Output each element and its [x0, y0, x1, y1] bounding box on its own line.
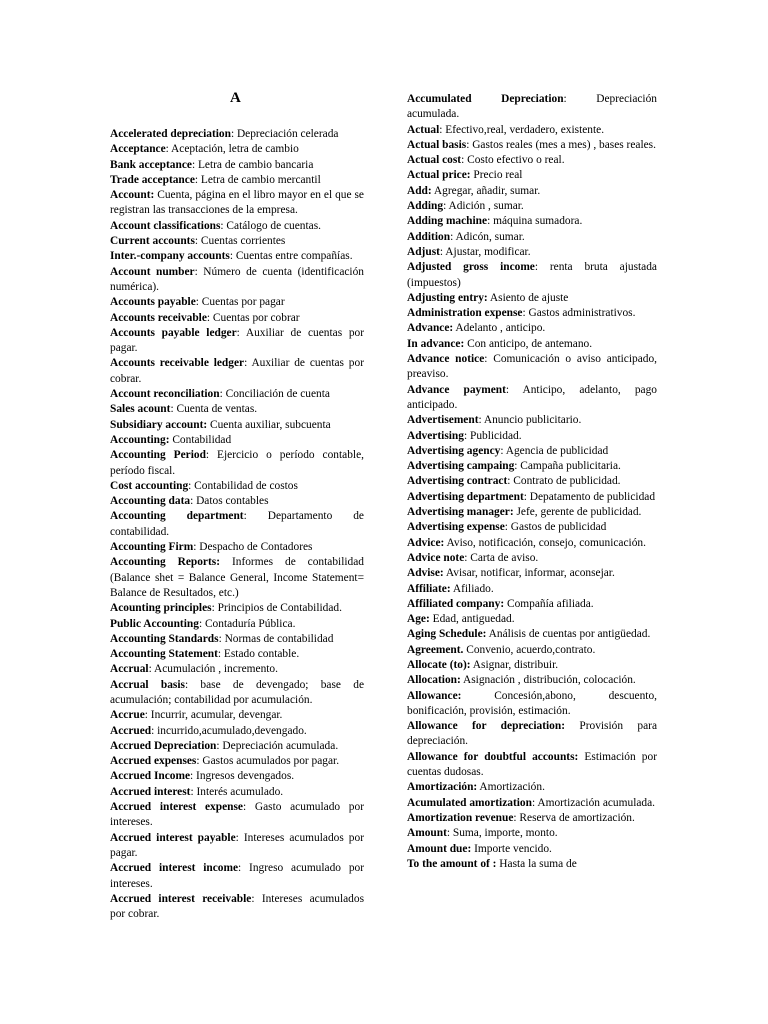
- glossary-entry: [407, 597, 657, 612]
- entry-term: Accelerated depreciation: [110, 128, 231, 140]
- entry-definition: : Acumulación , incremento.: [148, 663, 278, 676]
- entry-term: Advertising campaing: [407, 460, 515, 473]
- entry-term: Agreement.: [407, 643, 464, 656]
- entry-term: Accounting Period: [110, 449, 206, 462]
- entry-term: Accounting Standards: [110, 632, 219, 645]
- glossary-entry: [110, 724, 364, 739]
- glossary-entry: [110, 234, 364, 249]
- entry-term: Account reconciliation: [110, 388, 220, 401]
- entry-term: Advise:: [407, 567, 444, 580]
- glossary-entry: [110, 356, 364, 387]
- glossary-entry: [407, 92, 657, 123]
- entry-term: Accounting department: [110, 510, 244, 523]
- entry-term: Accrued Depreciation: [110, 739, 217, 752]
- glossary-entry: [110, 617, 364, 632]
- entry-definition: Precio real: [470, 169, 523, 182]
- glossary-entry: [110, 601, 364, 616]
- glossary-entry: [110, 249, 364, 264]
- entry-definition: : Despacho de Contadores: [193, 541, 313, 554]
- right-column: [407, 92, 657, 872]
- entry-definition: Estimación por cuentas dudosas.: [407, 750, 657, 779]
- entry-definition: : Estado contable.: [217, 648, 300, 661]
- section-letter: A: [230, 90, 241, 106]
- entry-definition: : Suma, importe, monto.: [446, 827, 558, 840]
- entry-term: Accrual: [110, 663, 149, 676]
- entry-term: Advance:: [407, 322, 454, 335]
- glossary-entry: [110, 800, 364, 831]
- entry-definition: : Interés acumulado.: [190, 785, 284, 798]
- entry-term: Advance payment: [407, 383, 506, 396]
- glossary-entry: [110, 739, 364, 754]
- entry-term: Trade acceptance: [110, 173, 195, 186]
- entry-definition: Compañía afiliada.: [504, 597, 594, 610]
- entry-definition: : Ejercicio o período contable, período fiscal.: [110, 449, 364, 477]
- entry-term: Actual basis: [407, 138, 467, 151]
- entry-definition: Avisar, notificar, informar, aconsejar.: [443, 567, 615, 580]
- entry-term: Inter.-company accounts: [110, 250, 230, 263]
- entry-definition: Amortización.: [477, 781, 545, 794]
- glossary-entry: [407, 520, 657, 535]
- entry-definition: : Depreciación acumulada.: [407, 93, 657, 121]
- glossary-entry: [407, 474, 657, 489]
- glossary-entry: [110, 678, 364, 709]
- glossary-entry: [110, 173, 364, 188]
- glossary-entry: [407, 796, 657, 811]
- entry-term: Accrued interest expense: [110, 801, 243, 814]
- glossary-entry: [407, 199, 657, 214]
- entry-term: Add:: [407, 184, 432, 197]
- entry-definition: : Contaduría Pública.: [198, 617, 296, 630]
- entry-definition: Jefe, gerente de publicidad.: [513, 506, 642, 519]
- entry-definition: Concesión,abono, descuento, bonificación, provisión, estimación.: [407, 689, 657, 717]
- entry-definition: : Carta de aviso.: [464, 551, 539, 564]
- entry-term: Allowance for doubtful accounts:: [407, 750, 579, 763]
- glossary-entry: [407, 230, 657, 245]
- glossary-entry: [407, 260, 657, 291]
- entry-definition: Afiliado.: [450, 582, 494, 595]
- glossary-entry: [110, 448, 364, 479]
- entry-term: Accounts payable ledger: [110, 326, 237, 339]
- entry-term: Affiliated company:: [407, 597, 505, 610]
- entry-definition: : Gasto acumulado por intereses.: [110, 801, 364, 829]
- entry-term: Accounting Statement: [110, 648, 218, 661]
- glossary-entry: [407, 321, 657, 336]
- glossary-entry: [407, 352, 657, 383]
- glossary-entry: [110, 188, 364, 219]
- entry-term: Accrued interest income: [110, 862, 239, 875]
- glossary-entry: [110, 295, 364, 310]
- glossary-entry: [407, 123, 657, 138]
- entry-term: Age:: [407, 613, 430, 626]
- glossary-entry: [407, 719, 657, 750]
- entry-definition: : Comunicación o aviso anticipado, preaviso.: [407, 353, 657, 381]
- entry-definition: Convenio, acuerdo,contrato.: [463, 643, 596, 656]
- glossary-entry: [407, 536, 657, 551]
- glossary-entry: [110, 433, 364, 448]
- glossary-entry: [110, 632, 364, 647]
- entry-term: Actual: [407, 123, 440, 136]
- glossary-entry: [110, 754, 364, 769]
- glossary-entry: [110, 326, 364, 357]
- entry-definition: : Datos contables: [190, 495, 269, 508]
- entry-definition: Análisis de cuentas por antigüedad.: [486, 628, 651, 641]
- entry-term: Bank acceptance: [110, 158, 192, 171]
- entry-definition: : Letra de cambio bancaria: [191, 158, 314, 171]
- glossary-entry: [407, 627, 657, 642]
- entry-definition: : Efectivo,real, verdadero, existente.: [439, 123, 605, 136]
- entry-definition: : Cuentas por pagar: [195, 296, 285, 309]
- entry-term: Allocate (to):: [407, 658, 471, 671]
- entry-definition: : Reserva de amortización.: [513, 811, 635, 824]
- entry-definition: : Incurrir, acumular, devengar.: [144, 709, 283, 722]
- glossary-entry: [110, 555, 364, 601]
- entry-term: Allowance for depreciation:: [407, 720, 566, 733]
- glossary-entry: [110, 387, 364, 402]
- entry-term: Accounts receivable: [110, 311, 207, 324]
- glossary-entry: [407, 643, 657, 658]
- entry-definition: : Publicidad.: [463, 429, 522, 442]
- entry-definition: Asiento de ajuste: [487, 291, 569, 304]
- entry-term: Acumulated amortization: [407, 796, 532, 809]
- entry-definition: : Catálogo de cuentas.: [220, 219, 322, 232]
- entry-term: Accrued Income: [110, 770, 191, 783]
- glossary-entry: [407, 842, 657, 857]
- glossary-entry: [407, 582, 657, 597]
- glossary-entry: [110, 418, 364, 433]
- glossary-entry: [407, 214, 657, 229]
- entry-definition: : Cuentas corrientes: [194, 235, 286, 248]
- entry-term: Account number: [110, 265, 195, 278]
- entry-definition: Edad, antiguedad.: [429, 613, 515, 626]
- entry-definition: : Depreciación acumulada.: [216, 739, 339, 752]
- glossary-entry: [407, 413, 657, 428]
- entry-definition: Hasta la suma de: [496, 857, 577, 870]
- entry-definition: Cuenta auxiliar, subcuenta: [207, 418, 331, 431]
- entry-definition: : Intereses acumulados por pagar.: [110, 831, 364, 859]
- entry-definition: Con anticipo, de antemano.: [464, 337, 593, 350]
- entry-definition: : Departamento de contabilidad.: [110, 510, 364, 538]
- entry-term: Accrued interest receivable: [110, 892, 252, 905]
- glossary-entry: [407, 826, 657, 841]
- glossary-entry: [110, 127, 364, 142]
- entry-term: Accounting Reports:: [110, 556, 221, 569]
- entry-term: Adjust: [407, 245, 440, 258]
- entry-term: Accounting:: [110, 433, 170, 446]
- entry-term: Current accounts: [110, 235, 195, 248]
- entry-definition: : Gastos administrativos.: [522, 307, 636, 320]
- entry-definition: : Aceptación, letra de cambio: [165, 143, 299, 156]
- glossary-entry: [407, 459, 657, 474]
- glossary-entry: [407, 750, 657, 781]
- entry-definition: : Cuentas por cobrar: [206, 311, 300, 324]
- entry-definition: Adelanto , anticipo.: [453, 322, 546, 335]
- glossary-entry: [407, 444, 657, 459]
- entry-term: Advertising expense: [407, 521, 505, 534]
- entry-definition: : Letra de cambio mercantil: [194, 173, 321, 186]
- glossary-entry: [110, 708, 364, 723]
- entry-definition: : Campaña publicitaria.: [514, 460, 621, 473]
- glossary-entry: [110, 219, 364, 234]
- glossary-entry: [407, 780, 657, 795]
- entry-term: Accrued interest payable: [110, 831, 236, 844]
- entry-term: Accrued: [110, 724, 152, 737]
- glossary-entry: [407, 689, 657, 720]
- entry-definition: : Adición , sumar.: [443, 200, 524, 213]
- entry-term: Accounts receivable ledger: [110, 357, 245, 370]
- entry-term: Actual cost: [407, 154, 462, 167]
- entry-definition: Asignar, distribuir.: [470, 658, 559, 671]
- entry-term: Accounting data: [110, 495, 191, 508]
- glossary-entry: [407, 429, 657, 444]
- entry-definition: : Gastos acumulados por pagar.: [196, 755, 340, 768]
- entry-definition: Cuenta, página en el libro mayor en el que se registran las transacciones de la empresa.: [110, 189, 364, 217]
- entry-term: Account classifications: [110, 219, 221, 232]
- entry-term: Advertising manager:: [407, 506, 514, 519]
- entry-term: Advertising department: [407, 490, 524, 503]
- entry-term: Cost accounting: [110, 479, 189, 492]
- entry-term: Accrual basis: [110, 678, 185, 691]
- entry-term: Advance notice: [407, 353, 485, 366]
- glossary-entry: [407, 184, 657, 199]
- entry-definition: : Amortización acumulada.: [531, 796, 656, 809]
- glossary-entry: [110, 158, 364, 173]
- glossary-entry: [110, 479, 364, 494]
- glossary-entry: [110, 540, 364, 555]
- glossary-entry: [407, 168, 657, 183]
- entry-definition: Agregar, añadir, sumar.: [431, 184, 541, 197]
- entry-term: Adding machine: [407, 215, 488, 228]
- entry-definition: Aviso, notificación, consejo, comunicación.: [444, 536, 646, 549]
- entry-definition: Informes de contabilidad (Balance shet = Balance General, Income Statement= Balance de Resultados, etc.): [110, 556, 364, 599]
- glossary-entry: [110, 861, 364, 892]
- entry-term: Affiliate:: [407, 582, 451, 595]
- glossary-entry: [407, 857, 657, 872]
- entry-term: Accrue: [110, 709, 145, 722]
- entry-term: Accumulated Depreciation: [407, 93, 564, 105]
- glossary-entry: [110, 831, 364, 862]
- entry-definition: : Cuenta de ventas.: [170, 403, 258, 416]
- entry-term: Adjusted gross income: [407, 261, 535, 274]
- glossary-entry: [407, 337, 657, 352]
- entry-definition: : renta bruta ajustada (impuestos): [407, 261, 657, 289]
- entry-term: Accrued interest: [110, 785, 191, 798]
- entry-definition: : Auxiliar de cuentas por pagar.: [110, 326, 364, 355]
- entry-term: Sales acount: [110, 403, 171, 416]
- entry-definition: : Intereses acumulados por cobrar.: [110, 892, 365, 921]
- entry-term: Allowance:: [407, 689, 462, 702]
- entry-definition: : Depreciación celerada: [230, 128, 339, 140]
- entry-term: Accounts payable: [110, 296, 196, 309]
- entry-term: Amount: [407, 827, 447, 840]
- entry-term: Account:: [110, 189, 155, 202]
- entry-definition: : base de devengado; base de acumulación; contabilidad por acumulación.: [110, 678, 364, 706]
- glossary-entry: [110, 785, 364, 800]
- entry-term: Administration expense: [407, 307, 523, 320]
- glossary-entry: [407, 612, 657, 627]
- entry-definition: : Ajustar, modificar.: [439, 245, 531, 258]
- glossary-entry: [407, 138, 657, 153]
- entry-definition: : Agencia de publicidad: [500, 444, 609, 457]
- entry-term: Advertising contract: [407, 475, 508, 488]
- glossary-entry: [110, 647, 364, 662]
- entry-term: Advertisement: [407, 414, 479, 427]
- entry-definition: : Depatamento de publicidad: [523, 490, 656, 503]
- entry-definition: : Conciliación de cuenta: [219, 388, 330, 401]
- entry-definition: : Normas de contabilidad: [218, 632, 334, 645]
- glossary-entry: [110, 892, 364, 923]
- entry-term: Accounting Firm: [110, 541, 194, 554]
- entry-term: Advertising agency: [407, 444, 501, 457]
- entry-term: In advance:: [407, 337, 465, 350]
- entry-definition: Asignación , distribución, colocación.: [460, 674, 636, 687]
- entry-term: Acounting principles: [110, 602, 212, 615]
- glossary-entry: [110, 142, 364, 157]
- entry-definition: : Adicón, sumar.: [450, 230, 525, 243]
- entry-definition: : Cuentas entre compañías.: [229, 250, 353, 263]
- glossary-entry: [110, 402, 364, 417]
- glossary-entry: [407, 306, 657, 321]
- entry-definition: : Anticipo, adelanto, pago anticipado.: [407, 383, 657, 411]
- entry-definition: : Anuncio publicitario.: [478, 414, 582, 427]
- entry-term: Amount due:: [407, 842, 472, 855]
- glossary-entry: [110, 311, 364, 326]
- entry-definition: : Auxiliar de cuentas por cobrar.: [110, 357, 364, 385]
- entry-definition: : Contabilidad de costos: [188, 479, 298, 492]
- entry-term: Public Accounting: [110, 617, 199, 630]
- entry-term: Advice note: [407, 551, 465, 564]
- entry-term: Adjusting entry:: [407, 291, 488, 304]
- glossary-entry: [110, 265, 364, 296]
- entry-term: Actual price:: [407, 169, 471, 182]
- entry-term: Accrued expenses: [110, 755, 197, 768]
- entry-definition: : Ingreso acumulado por intereses.: [110, 862, 364, 890]
- entry-definition: : Gastos reales (mes a mes) , bases reales.: [466, 138, 656, 151]
- glossary-entry: [407, 673, 657, 688]
- glossary-entry: [110, 494, 364, 509]
- glossary-entry: [407, 153, 657, 168]
- entry-term: Advice:: [407, 536, 445, 549]
- entry-definition: : Contrato de publicidad.: [507, 475, 621, 488]
- glossary-entry: [110, 662, 364, 677]
- left-column: [110, 127, 364, 922]
- glossary-entry: [110, 769, 364, 784]
- entry-definition: Importe vencido.: [471, 842, 552, 855]
- entry-term: Aging Schedule:: [407, 628, 487, 641]
- entry-definition: : Número de cuenta (identificación numérica).: [110, 265, 364, 293]
- entry-definition: Provisión para depreciación.: [407, 720, 658, 748]
- entry-term: Subsidiary account:: [110, 418, 208, 431]
- glossary-entry: [407, 551, 657, 566]
- glossary-entry: [407, 658, 657, 673]
- glossary-entry: [407, 490, 657, 505]
- glossary-entry: [407, 505, 657, 520]
- entry-definition: : Gastos de publicidad: [504, 521, 607, 534]
- entry-term: Advertising: [407, 429, 464, 442]
- entry-definition: : Costo efectivo o real.: [461, 154, 565, 167]
- entry-term: Adding: [407, 200, 444, 213]
- glossary-entry: [407, 383, 657, 414]
- entry-definition: : Ingresos devengados.: [190, 770, 295, 783]
- entry-definition: Contabilidad: [169, 433, 232, 446]
- glossary-entry: [407, 811, 657, 826]
- entry-term: Acceptance: [110, 143, 166, 156]
- entry-term: To the amount of :: [407, 857, 497, 870]
- glossary-entry: [110, 509, 364, 540]
- glossary-entry: [407, 291, 657, 306]
- glossary-entry: [407, 245, 657, 260]
- entry-definition: : máquina sumadora.: [487, 215, 583, 228]
- entry-definition: : incurrido,acumulado,devengado.: [151, 724, 307, 737]
- entry-term: Addition: [407, 230, 451, 243]
- entry-term: Amortización:: [407, 781, 478, 794]
- glossary-entry: [407, 566, 657, 581]
- entry-definition: : Principios de Contabilidad.: [211, 602, 342, 615]
- entry-term: Allocation:: [407, 674, 461, 687]
- entry-term: Amortization revenue: [407, 811, 514, 824]
